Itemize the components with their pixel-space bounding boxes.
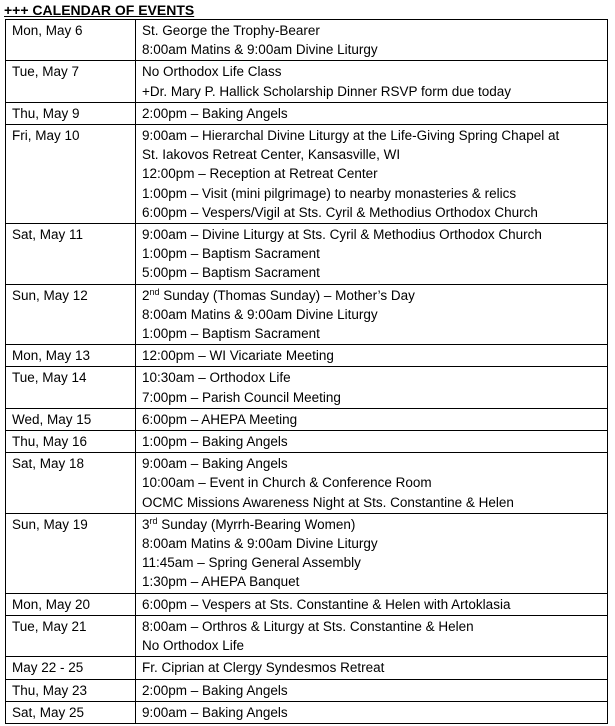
event-details	[136, 224, 608, 285]
event-line: 10:30am – Orthodox Life	[142, 370, 291, 386]
event-details	[136, 593, 608, 615]
event-row	[6, 61, 608, 102]
event-date: Thu, May 9	[6, 102, 136, 124]
event-row	[6, 513, 608, 593]
event-row	[6, 284, 608, 345]
event-line: 2nd Sunday (Thomas Sunday) – Mother’s Day	[142, 286, 415, 303]
event-details	[136, 453, 608, 514]
event-date: Wed, May 15	[6, 408, 136, 430]
event-line: Fr. Ciprian at Clergy Syndesmos Retreat	[142, 660, 385, 676]
event-line: 2:00pm – Baking Angels	[142, 105, 288, 121]
event-details	[136, 657, 608, 679]
event-date: May 22 - 25	[6, 657, 136, 679]
event-line: 10:00am – Event in Church & Conference Room	[142, 475, 432, 491]
event-details	[136, 61, 608, 102]
event-details	[136, 20, 608, 61]
events-table	[5, 19, 608, 724]
event-line: 1:00pm – Baking Angels	[142, 434, 288, 450]
event-line: 6:00pm – AHEPA Meeting	[142, 411, 298, 427]
event-line: 8:00am Matins & 9:00am Divine Liturgy	[142, 306, 378, 322]
event-details	[136, 679, 608, 701]
event-line: 1:00pm – Baptism Sacrament	[142, 326, 320, 342]
event-row	[6, 345, 608, 367]
events-table-body	[6, 20, 608, 724]
event-line: 8:00am Matins & 9:00am Divine Liturgy	[142, 536, 378, 552]
event-line: 3rd Sunday (Myrrh-Bearing Women)	[142, 515, 356, 532]
calendar-heading: +++ CALENDAR OF EVENTS	[4, 2, 195, 18]
event-date: Mon, May 13	[6, 345, 136, 367]
event-line: 7:00pm – Parish Council Meeting	[142, 389, 341, 405]
event-row	[6, 102, 608, 124]
event-date: Tue, May 14	[6, 367, 136, 408]
event-line: 9:00am – Baking Angels	[142, 704, 288, 720]
event-line: OCMC Missions Awareness Night at Sts. Constantine & Helen	[142, 494, 514, 510]
event-row	[6, 367, 608, 408]
event-line: 12:00pm – WI Vicariate Meeting	[142, 348, 334, 364]
event-row	[6, 701, 608, 723]
event-line: +Dr. Mary P. Hallick Scholarship Dinner RSVP form due today	[142, 83, 512, 99]
event-date: Mon, May 20	[6, 593, 136, 615]
event-line: 11:45am – Spring General Assembly	[142, 555, 361, 571]
event-line: 9:00am – Divine Liturgy at Sts. Cyril & Methodius Orthodox Church	[142, 227, 542, 243]
event-row	[6, 615, 608, 656]
event-row	[6, 125, 608, 224]
event-details	[136, 345, 608, 367]
event-row	[6, 679, 608, 701]
event-line: 12:00pm – Reception at Retreat Center	[142, 166, 378, 182]
event-row	[6, 593, 608, 615]
event-date: Sat, May 11	[6, 224, 136, 285]
event-details	[136, 125, 608, 224]
event-line: 1:30pm – AHEPA Banquet	[142, 574, 300, 590]
event-date: Sat, May 18	[6, 453, 136, 514]
event-row	[6, 408, 608, 430]
event-line: St. Iakovos Retreat Center, Kansasville, WI	[142, 147, 401, 163]
event-date: Sun, May 12	[6, 284, 136, 345]
event-date: Tue, May 21	[6, 615, 136, 656]
event-date: Sat, May 25	[6, 701, 136, 723]
event-details	[136, 513, 608, 593]
event-line: St. George the Trophy-Bearer	[142, 23, 320, 38]
event-line: 6:00pm – Vespers at Sts. Constantine & Helen with Artoklasia	[142, 596, 511, 612]
event-details	[136, 615, 608, 656]
event-line: 9:00am – Baking Angels	[142, 456, 288, 472]
event-date: Thu, May 23	[6, 679, 136, 701]
event-details	[136, 367, 608, 408]
event-line: 5:00pm – Baptism Sacrament	[142, 265, 320, 281]
event-date: Sun, May 19	[6, 513, 136, 593]
event-row	[6, 224, 608, 285]
event-line: 6:00pm – Vespers/Vigil at Sts. Cyril & Methodius Orthodox Church	[142, 204, 538, 220]
event-line: 1:00pm – Baptism Sacrament	[142, 246, 320, 262]
event-details	[136, 701, 608, 723]
event-line: 8:00am – Orthros & Liturgy at Sts. Constantine & Helen	[142, 618, 474, 634]
event-row	[6, 431, 608, 453]
event-row	[6, 20, 608, 61]
event-line: 2:00pm – Baking Angels	[142, 682, 288, 698]
event-row	[6, 453, 608, 514]
event-line: No Orthodox Life	[142, 638, 245, 654]
event-details	[136, 102, 608, 124]
event-details	[136, 284, 608, 345]
event-date: Tue, May 7	[6, 61, 136, 102]
event-details	[136, 408, 608, 430]
event-row	[6, 657, 608, 679]
event-date: Mon, May 6	[6, 20, 136, 61]
event-details	[136, 431, 608, 453]
event-line: 8:00am Matins & 9:00am Divine Liturgy	[142, 42, 378, 58]
event-line: No Orthodox Life Class	[142, 64, 282, 80]
event-date: Thu, May 16	[6, 431, 136, 453]
event-line: 9:00am – Hierarchal Divine Liturgy at the Life-Giving Spring Chapel at	[142, 128, 560, 144]
event-line: 1:00pm – Visit (mini pilgrimage) to nearby monasteries & relics	[142, 185, 517, 201]
event-date: Fri, May 10	[6, 125, 136, 224]
